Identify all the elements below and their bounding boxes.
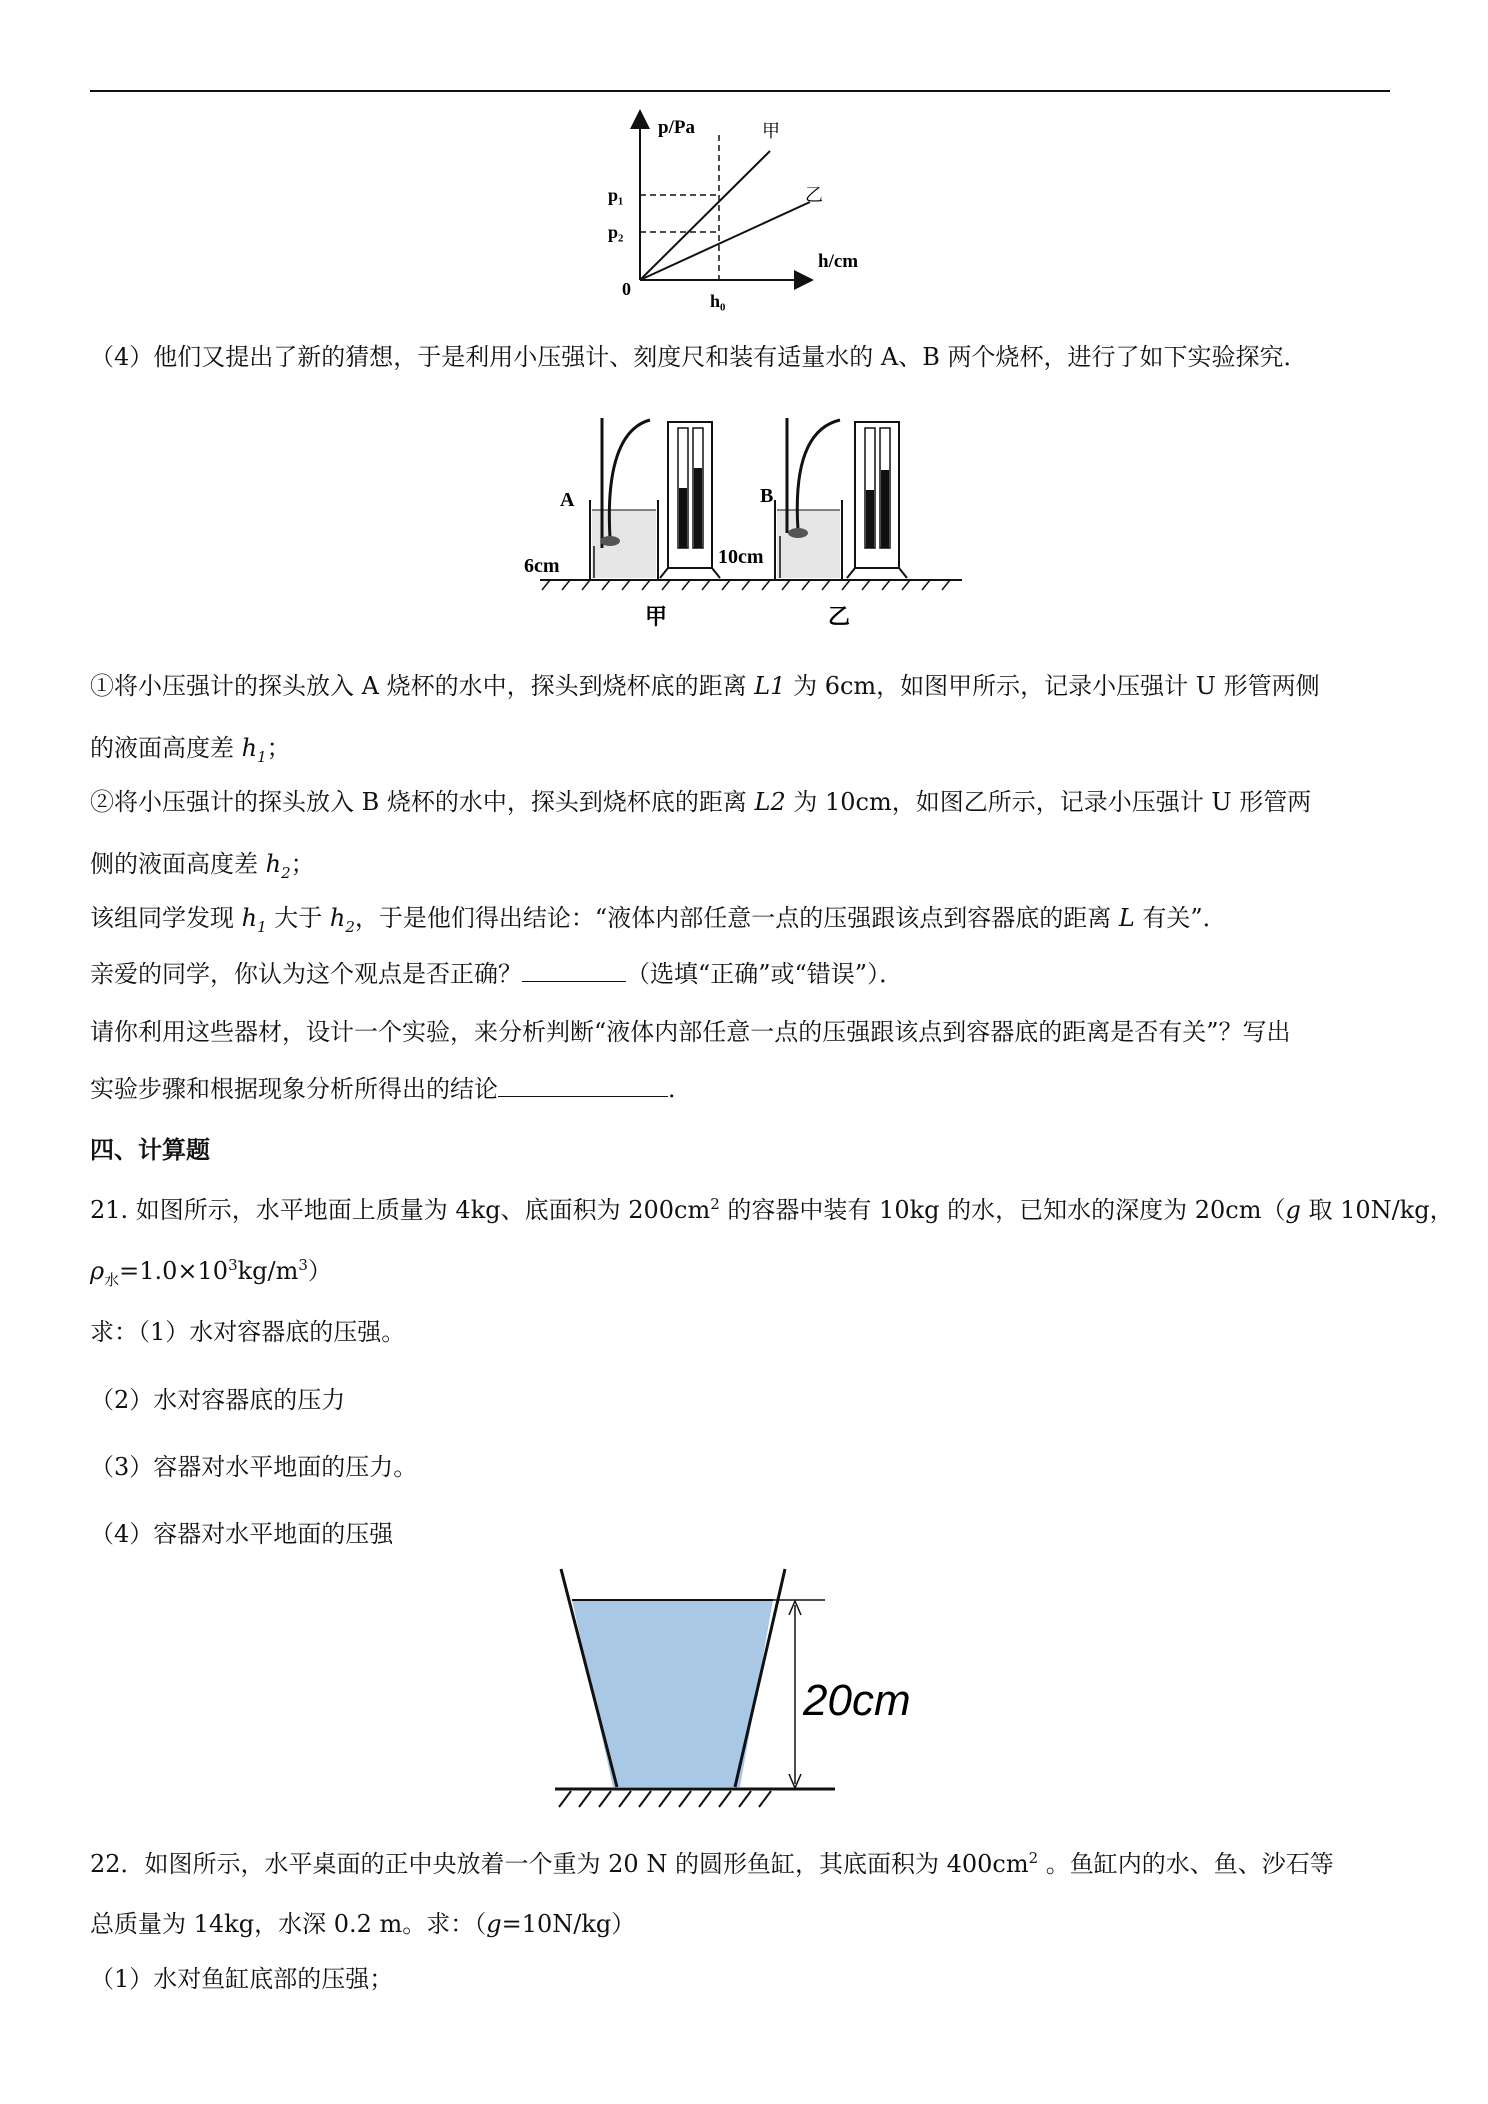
finding-h1: h <box>241 904 258 932</box>
finding-L: L <box>1118 904 1135 932</box>
h0-label: h₀ <box>710 291 726 311</box>
design-end: ． <box>668 1075 692 1103</box>
q21-rho-sub: 水 <box>104 1270 120 1289</box>
question-options: （选填“正确”或“错误”）． <box>626 960 904 988</box>
step2-var: L2 <box>754 788 786 816</box>
design-line2 <box>90 1073 692 1105</box>
conclusion-blank[interactable] <box>498 1074 668 1097</box>
distance-a-label: 6cm <box>524 555 560 577</box>
finding-text-a: 该组同学发现 <box>90 904 242 932</box>
step2-text-a: ②将小压强计的探头放入 B 烧杯的水中，探头到烧杯底的距离 <box>90 788 755 816</box>
step2-h: h <box>265 850 282 878</box>
step2-line2 <box>90 848 315 880</box>
pressure-depth-graph <box>590 105 900 320</box>
q21-text-c: 取 10N/kg， <box>1300 1196 1454 1224</box>
q22-sup: 2 <box>1028 1849 1039 1867</box>
design-line1: 请你利用这些器材，设计一个实验，来分析判断“液体内部任意一点的压强跟该点到容器底的距离是否有关”？写出 <box>90 1018 1291 1046</box>
q22-line2-b: =10N/kg） <box>501 1910 636 1938</box>
origin-label: 0 <box>622 279 631 299</box>
finding-h2-sub: 2 <box>345 917 355 936</box>
q21-line2-a: =1.0×10 <box>119 1257 229 1285</box>
step2-line2-text: 侧的液面高度差 <box>90 850 266 878</box>
x-axis-label: h/cm <box>818 251 859 272</box>
q21-line2-b: kg/m <box>237 1257 299 1285</box>
question-line <box>90 958 903 990</box>
finding-text-d: 有关”． <box>1134 904 1227 932</box>
y-axis-label: p/Pa <box>658 117 695 138</box>
q4-intro: （4）他们又提出了新的猜想，于是利用小压强计、刻度尺和装有适量水的 A、B 两个烧杯，进行了如下实验探究． <box>90 343 1308 371</box>
q21-line2 <box>90 1255 332 1287</box>
step2-h-sub: 2 <box>281 863 291 882</box>
q22-text-a: 22．如图所示，水平桌面的正中央放着一个重为 20 N 的圆形鱼缸，其底面积为 400cm <box>90 1850 1029 1878</box>
caption-yi: 乙 <box>828 604 851 630</box>
q21-rho: ρ <box>90 1257 105 1285</box>
p2-label: p₂ <box>608 222 624 242</box>
finding-h2: h <box>329 904 346 932</box>
q21-line2-c: ） <box>307 1257 332 1285</box>
p1-label: p₁ <box>608 185 624 205</box>
step1-line2-end: ； <box>266 734 291 762</box>
finding-text-b: 大于 <box>266 904 330 932</box>
header-rule <box>90 90 1390 92</box>
q21-ask2: （2）水对容器底的压力 <box>90 1386 346 1414</box>
q21-text-a: 21. 如图所示，水平地面上质量为 4kg、底面积为 200cm <box>90 1196 711 1224</box>
step1-var: L1 <box>754 672 786 700</box>
line-yi <box>640 202 810 280</box>
step1-text-b: 为 6cm，如图甲所示，记录小压强计 U 形管两侧 <box>785 672 1320 700</box>
line-jia <box>640 151 770 280</box>
q21-line2-sup: 3 <box>228 1256 238 1274</box>
step1-line1 <box>90 670 1320 702</box>
q21-ask1: 求：（1）水对容器底的压强。 <box>90 1318 406 1346</box>
answer-blank[interactable] <box>522 959 626 982</box>
q22-line2-a: 总质量为 14kg，水深 0.2 m。求：（ <box>90 1910 487 1938</box>
q21-line2-sup2: 3 <box>298 1256 308 1274</box>
step1-line2 <box>90 732 291 764</box>
section-title: 四、计算题 <box>90 1135 210 1164</box>
q22-ask1: （1）水对鱼缸底部的压强； <box>90 1965 394 1993</box>
q21-text-b: 的容器中装有 10kg 的水，已知水的深度为 20cm（ <box>719 1196 1286 1224</box>
step1-h-sub: 1 <box>257 747 267 766</box>
q22-g: g <box>486 1910 502 1938</box>
finding-h1-sub: 1 <box>257 917 267 936</box>
step2-text-b: 为 10cm，如图乙所示，记录小压强计 U 形管两 <box>785 788 1312 816</box>
line-yi-label: 乙 <box>805 185 823 206</box>
distance-b-label: 10cm <box>718 546 764 568</box>
question-text: 亲爱的同学，你认为这个观点是否正确？ <box>90 960 522 988</box>
step2-line2-end: ； <box>290 850 315 878</box>
q21-ask4: （4）容器对水平地面的压强 <box>90 1520 394 1548</box>
beaker-b-label: B <box>760 485 774 507</box>
design-text-b: 实验步骤和根据现象分析所得出的结论 <box>90 1075 498 1103</box>
q22-line1 <box>90 1848 1334 1880</box>
beaker-experiment-figure <box>510 398 970 638</box>
step2-line1 <box>90 786 1311 818</box>
finding-line <box>90 902 1227 934</box>
line-jia-label: 甲 <box>762 121 780 142</box>
q21-line1 <box>90 1194 1454 1226</box>
container-figure <box>545 1565 945 1825</box>
q21-sup: 2 <box>710 1195 720 1213</box>
caption-jia: 甲 <box>645 604 668 630</box>
depth-label: 20cm <box>803 1676 911 1725</box>
q21-g: g <box>1285 1196 1301 1224</box>
step1-line2-text: 的液面高度差 <box>90 734 242 762</box>
q22-line2 <box>90 1908 635 1940</box>
step1-h: h <box>241 734 258 762</box>
q21-ask3: （3）容器对水平地面的压力。 <box>90 1453 418 1481</box>
step1-text-a: ①将小压强计的探头放入 A 烧杯的水中，探头到烧杯底的距离 <box>90 672 755 700</box>
q22-text-b: 。鱼缸内的水、鱼、沙石等 <box>1038 1850 1334 1878</box>
beaker-a-label: A <box>560 489 575 511</box>
finding-text-c: ，于是他们得出结论：“液体内部任意一点的压强跟该点到容器底的距离 <box>354 904 1119 932</box>
